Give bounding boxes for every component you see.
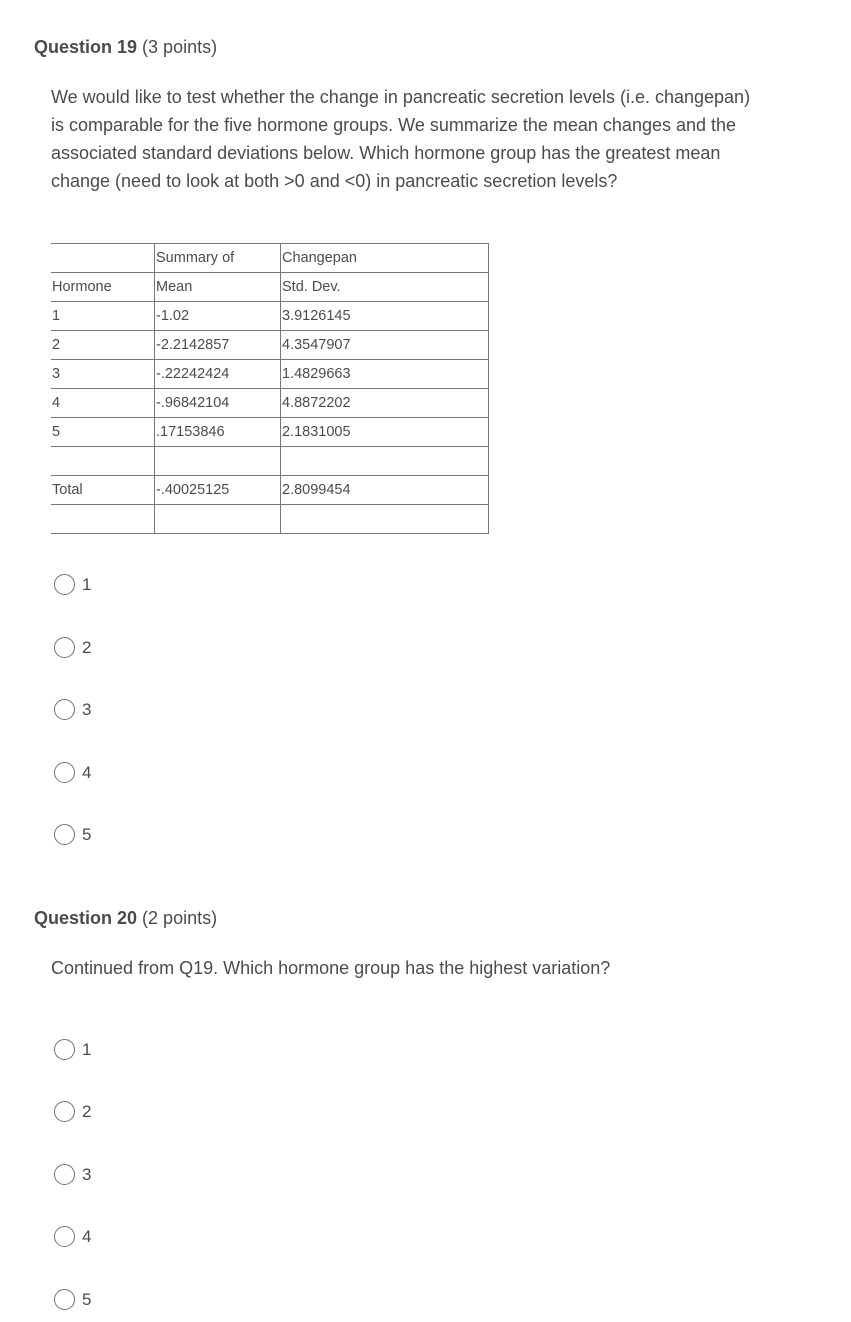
table-cell: Hormone — [51, 273, 155, 302]
table-cell: -.96842104 — [155, 389, 281, 418]
option-label: 2 — [82, 637, 92, 657]
table-cell — [51, 447, 155, 476]
q19-option-3[interactable] — [54, 699, 91, 720]
option-label: 3 — [82, 1164, 92, 1184]
radio-button[interactable] — [54, 1039, 75, 1060]
radio-button[interactable] — [54, 1101, 75, 1122]
table-cell: Std. Dev. — [281, 273, 489, 302]
table-cell: 4.3547907 — [281, 331, 489, 360]
table-row — [51, 331, 489, 360]
table-total-row — [51, 476, 489, 505]
table-cell: Summary of — [155, 244, 281, 273]
table-blank-row — [51, 447, 489, 476]
q19-option-4[interactable] — [54, 762, 91, 783]
summary-table — [51, 243, 489, 534]
q19-option-5[interactable] — [54, 824, 91, 845]
radio-button[interactable] — [54, 574, 75, 595]
table-header-row-2 — [51, 273, 489, 302]
table-cell: -.22242424 — [155, 360, 281, 389]
table-cell: 3.9126145 — [281, 302, 489, 331]
radio-button[interactable] — [54, 762, 75, 783]
option-label: 1 — [82, 1039, 92, 1059]
q20-option-4[interactable] — [54, 1226, 91, 1247]
q20-option-5[interactable] — [54, 1289, 91, 1310]
table-cell — [155, 505, 281, 534]
question-20-header — [34, 908, 217, 929]
table-row — [51, 360, 489, 389]
question-19-number: Question 19 — [34, 37, 138, 57]
radio-button[interactable] — [54, 699, 75, 720]
radio-button[interactable] — [54, 637, 75, 658]
option-label: 1 — [82, 574, 92, 594]
table-cell: -1.02 — [155, 302, 281, 331]
table-blank-row — [51, 505, 489, 534]
question-20-points: (2 points) — [142, 908, 218, 928]
table-cell: 4 — [51, 389, 155, 418]
table-cell: .17153846 — [155, 418, 281, 447]
question-20-number: Question 20 — [34, 908, 138, 928]
table-cell — [281, 447, 489, 476]
table-row — [51, 302, 489, 331]
table-cell: 4.8872202 — [281, 389, 489, 418]
table-cell: 2 — [51, 331, 155, 360]
radio-button[interactable] — [54, 824, 75, 845]
table-cell: Changepan — [281, 244, 489, 273]
table-cell: 2.8099454 — [281, 476, 489, 505]
q20-option-2[interactable] — [54, 1101, 91, 1122]
radio-button[interactable] — [54, 1164, 75, 1185]
q20-option-1[interactable] — [54, 1039, 91, 1060]
table-cell — [51, 505, 155, 534]
question-19-header — [34, 37, 217, 58]
table-cell: Total — [51, 476, 155, 505]
option-label: 4 — [82, 1226, 92, 1246]
q20-option-3[interactable] — [54, 1164, 91, 1185]
table-cell: 1.4829663 — [281, 360, 489, 389]
q19-option-1[interactable] — [54, 574, 91, 595]
table-cell: 1 — [51, 302, 155, 331]
table-cell: Mean — [155, 273, 281, 302]
option-label: 2 — [82, 1101, 92, 1121]
radio-button[interactable] — [54, 1289, 75, 1310]
question-20-text: Continued from Q19. Which hormone group has the highest variation? — [51, 958, 611, 978]
option-label: 3 — [82, 699, 92, 719]
table-row — [51, 418, 489, 447]
q19-option-2[interactable] — [54, 637, 91, 658]
table-cell: 2.1831005 — [281, 418, 489, 447]
option-label: 5 — [82, 1289, 92, 1309]
radio-button[interactable] — [54, 1226, 75, 1247]
table-cell — [155, 447, 281, 476]
table-row — [51, 389, 489, 418]
option-label: 4 — [82, 762, 92, 782]
table-header-row-1 — [51, 244, 489, 273]
table-cell — [51, 244, 155, 273]
question-19-text: We would like to test whether the change in pancreatic secretion levels (i.e. changepan) is comparable for the five hormone groups. We summarize the mean changes and the associated standard deviations below. Which hormone group has the greatest mean change (need to look at both >0 and <0) in pancreatic secretion levels? — [51, 87, 751, 191]
option-label: 5 — [82, 824, 92, 844]
table-cell — [281, 505, 489, 534]
table-cell: 5 — [51, 418, 155, 447]
table-cell: -2.2142857 — [155, 331, 281, 360]
table-cell: 3 — [51, 360, 155, 389]
table-cell: -.40025125 — [155, 476, 281, 505]
question-19-points: (3 points) — [142, 37, 218, 57]
